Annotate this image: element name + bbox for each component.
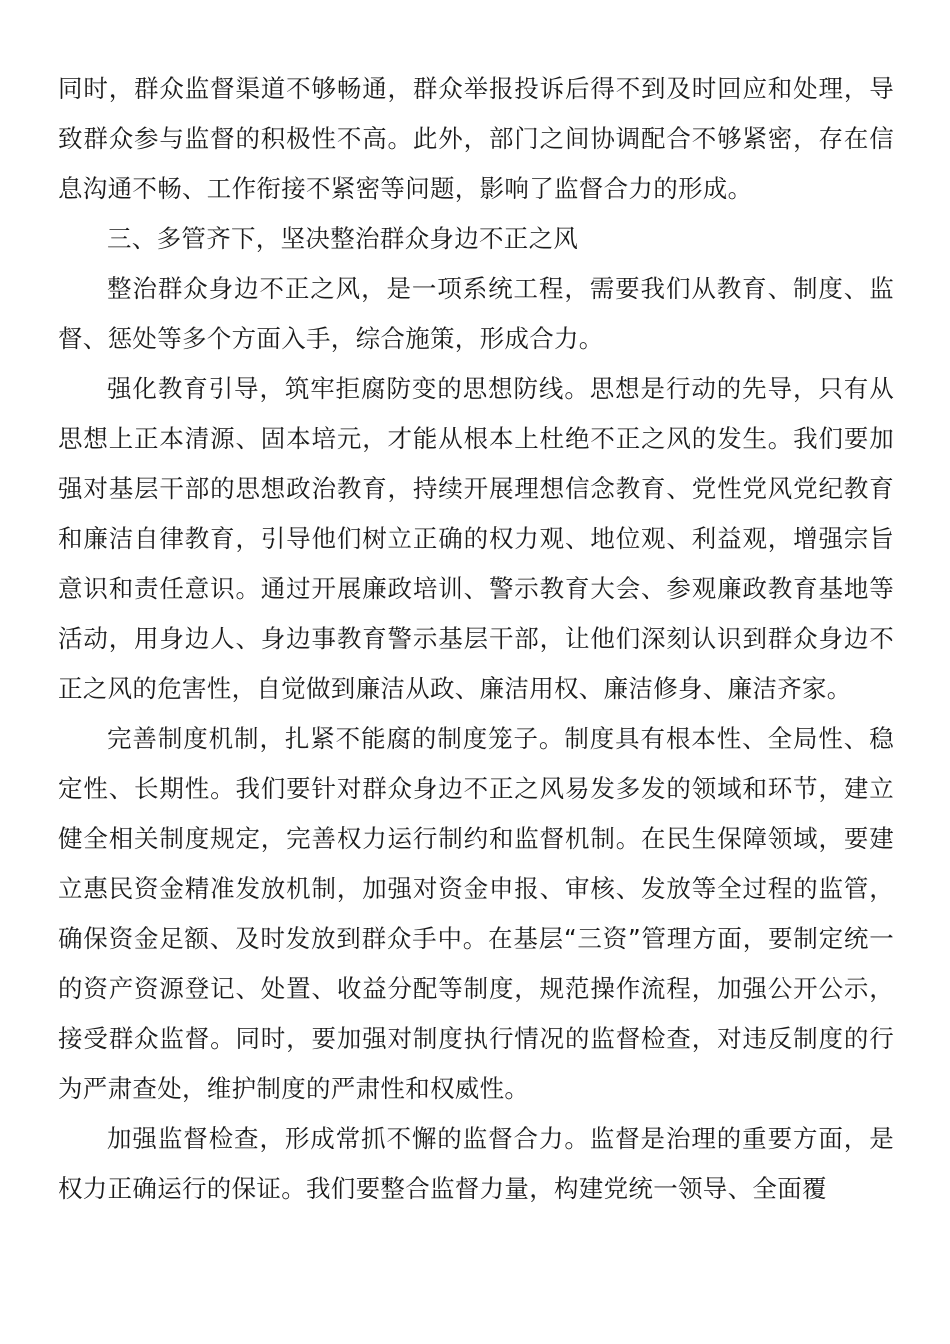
paragraph-institution: 完善制度机制，扎紧不能腐的制度笼子。制度具有根本性、全局性、稳定性、长期性。我们要针对群众身边不正之风易发多发的领域和环节，建立健全相关制度规定，完善权力运行制约和监督机制。在民生保障领域，要建立惠民资金精准发放机制，加强对资金申报、审核、发放等全过程的监管，确保资金足额、及时发放到群众手中。在基层“三资”管理方面，要制定统一的资产资源登记、处置、收益分配等制度，规范操作流程，加强公开公示，接受群众监督。同时，要加强对制度执行情况的监督检查，对违反制度的行为严肃查处，维护制度的严肃性和权威性。 [58,724,894,1103]
paragraph-continuation: 同时，群众监督渠道不够畅通，群众举报投诉后得不到及时回应和处理，导致群众参与监督的积极性不高。此外，部门之间协调配合不够紧密，存在信息沟通不畅、工作衔接不紧密等问题，影响了监督合力的形成。 [58,74,894,203]
paragraph-intro: 整治群众身边不正之风，是一项系统工程，需要我们从教育、制度、监督、惩处等多个方面入手，综合施策，形成合力。 [58,274,894,353]
section-heading: 三、多管齐下，坚决整治群众身边不正之风 [107,224,579,253]
paragraph-supervision: 加强监督检查，形成常抓不懈的监督合力。监督是治理的重要方面，是权力正确运行的保证。我们要整合监督力量，构建党统一领导、全面覆 [58,1124,894,1203]
document-page [58,64,894,1214]
paragraph-education: 强化教育引导，筑牢拒腐防变的思想防线。思想是行动的先导，只有从思想上正本清源、固本培元，才能从根本上杜绝不正之风的发生。我们要加强对基层干部的思想政治教育，持续开展理想信念教育、党性党风党纪教育和廉洁自律教育，引导他们树立正确的权力观、地位观、利益观，增强宗旨意识和责任意识。通过开展廉政培训、警示教育大会、参观廉政教育基地等活动，用身边人、身边事教育警示基层干部，让他们深刻认识到群众身边不正之风的危害性，自觉做到廉洁从政、廉洁用权、廉洁修身、廉洁齐家。 [58,374,894,703]
